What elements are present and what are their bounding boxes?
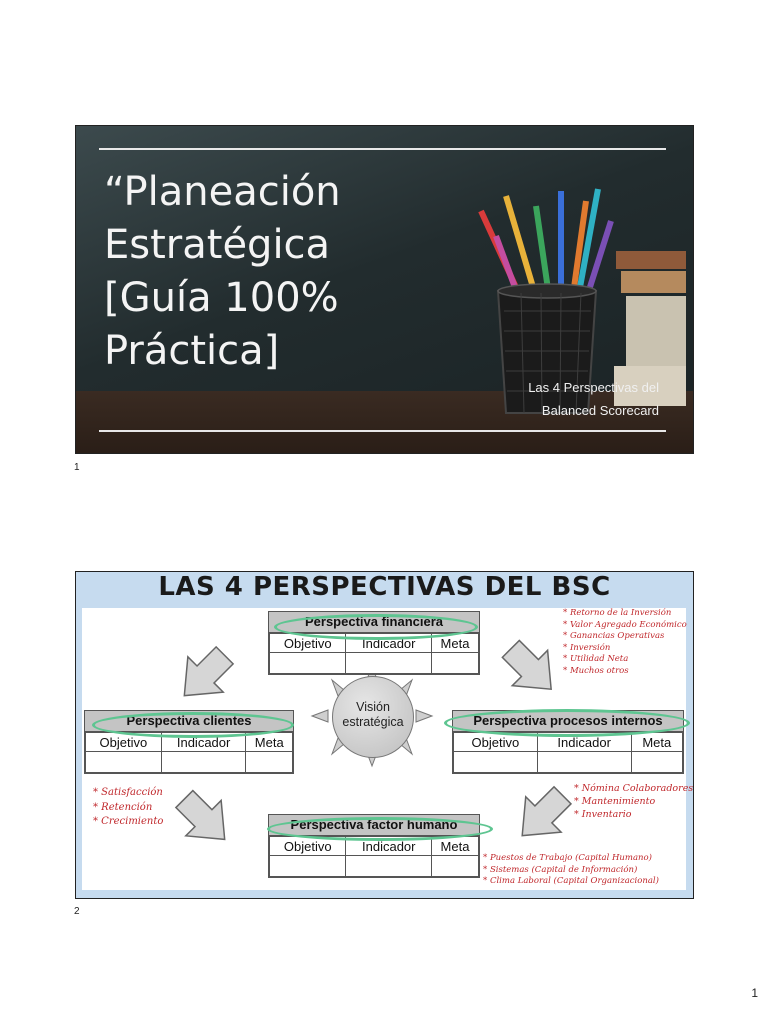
- subtitle-line-1: Las 4 Perspectivas del: [528, 380, 659, 395]
- col-objetivo: Objetivo: [270, 634, 346, 653]
- bsc-diagram: [82, 608, 694, 890]
- slide1-title: “Planeación Estratégica [Guía 100% Práctica]: [104, 169, 341, 374]
- box-clientes-title: Perspectiva clientes: [85, 711, 293, 732]
- note-item: * Clima Laboral (Capital Organizacional): [483, 876, 659, 886]
- title-slide: [75, 125, 694, 454]
- box-financiera-title: Perspectiva financiera: [269, 612, 479, 633]
- col-meta: Meta: [246, 733, 293, 752]
- col-indicador: Indicador: [537, 733, 631, 752]
- bsc-slide: [75, 571, 694, 899]
- col-meta: Meta: [432, 837, 479, 856]
- box-clientes-table: [85, 732, 293, 773]
- note-item: * Retención: [93, 801, 153, 813]
- note-item: * Satisfacción: [93, 787, 163, 798]
- note-item: * Inventario: [574, 809, 632, 820]
- vision-line-2: estratégica: [342, 715, 404, 729]
- slide1-subtitle: [459, 376, 659, 422]
- col-indicador: Indicador: [346, 634, 432, 653]
- note-item: * Inversión: [563, 642, 611, 653]
- arrow-bottom-left-icon: [167, 781, 243, 857]
- note-item: * Utilidad Neta: [563, 654, 629, 664]
- note-item: * Mantenimiento: [574, 796, 656, 807]
- highlight-humano: [267, 817, 493, 841]
- col-indicador: Indicador: [346, 837, 432, 856]
- box-procesos-title: Perspectiva procesos internos: [453, 711, 683, 732]
- note-item: * Muchos otros: [563, 665, 629, 676]
- col-meta: Meta: [631, 733, 682, 752]
- col-objetivo: Objetivo: [270, 837, 346, 856]
- highlight-clientes: [92, 712, 294, 738]
- note-item: * Retorno de la Inversión: [563, 608, 672, 618]
- notes-clientes: [93, 786, 163, 830]
- box-procesos-table: [453, 732, 683, 773]
- note-item: * Ganancias Operativas: [563, 631, 665, 641]
- highlight-financiera: [274, 614, 478, 640]
- col-indicador: Indicador: [161, 733, 246, 752]
- slide2-heading: LAS 4 PERSPECTIVAS DEL BSC: [158, 572, 611, 602]
- notes-procesos: [574, 782, 693, 821]
- note-item: * Valor Agregado Económico: [563, 619, 687, 630]
- arrow-top-left-icon: [167, 638, 243, 714]
- note-item: * Puestos de Trabajo (Capital Humano): [483, 853, 652, 863]
- highlight-procesos: [444, 709, 690, 737]
- note-item: * Crecimiento: [93, 816, 164, 827]
- box-humano-title: Perspectiva factor humano: [269, 815, 479, 836]
- bottom-rule: [99, 430, 666, 432]
- col-meta: Meta: [432, 634, 479, 653]
- col-objetivo: Objetivo: [454, 733, 538, 752]
- notes-financiera: [563, 608, 687, 677]
- box-humano-table: [269, 836, 479, 877]
- note-item: * Sistemas (Capital de Información): [483, 864, 638, 875]
- page-number: 1: [751, 986, 758, 1000]
- col-objetivo: Objetivo: [86, 733, 162, 752]
- vision-line-1: Visión: [356, 700, 390, 714]
- arrow-bottom-right-icon: [505, 778, 581, 854]
- notes-humano: [483, 853, 659, 888]
- slide1-number: 1: [74, 462, 80, 473]
- subtitle-line-2: Balanced Scorecard: [541, 403, 659, 418]
- top-rule: [99, 148, 666, 150]
- arrow-top-right-icon: [493, 631, 569, 707]
- note-item: * Nómina Colaboradores: [574, 783, 694, 794]
- slide2-number: 2: [74, 906, 80, 917]
- vision-circle: [332, 676, 414, 758]
